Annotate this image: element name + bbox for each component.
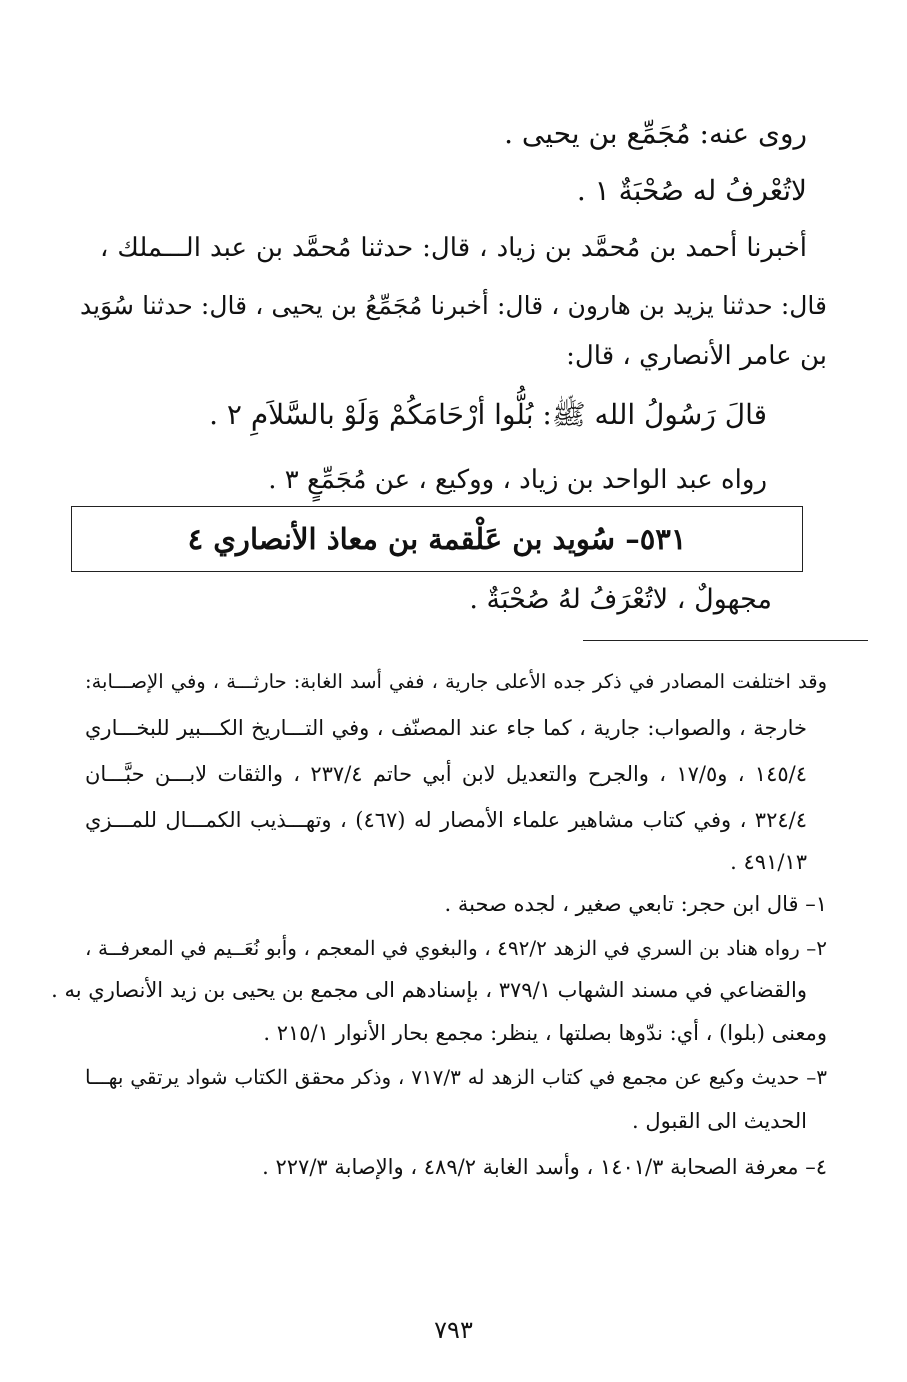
- footnote-line: والقضاعي في مسند الشهاب ٣٧٩/١ ، بإسنادهم الى مجمع بن يحيى بن زيد الأنصاري به .: [51, 978, 807, 1002]
- footnote-1: ١– قال ابن حجر: تابعي صغير ، لجده صحبة .: [444, 892, 827, 916]
- footnote-line: ٤٩١/١٣ .: [730, 850, 807, 874]
- body-line-4: قال: حدثنا يزيد بن هارون ، قال: أخبرنا مُجَمِّعُ بن يحيى ، قال: حدثنا سُوَيد: [80, 291, 827, 320]
- entry-note: مجهولٌ ، لاتُعْرَفُ لهُ صُحْبَةٌ .: [469, 584, 772, 615]
- footnote-4: ٤– معرفة الصحابة ١٤٠١/٣ ، وأسد الغابة ٤٨٩/٢ ، والإصابة ٢٢٧/٣ .: [262, 1155, 827, 1179]
- footnote-3: ٣– حديث وكيع عن مجمع في كتاب الزهد له ٧١٧/٣ ، وذكر محقق الكتاب شواد يرتقي بهـــا: [85, 1065, 827, 1089]
- body-line-7: رواه عبد الواحد بن زياد ، ووكيع ، عن مُجَمِّعٍ ٣ .: [268, 465, 767, 495]
- body-line-3: أخبرنا أحمد بن مُحمَّد بن زياد ، قال: حدثنا مُحمَّد بن عبد الـــملك ،: [100, 233, 807, 263]
- entry-heading: ٥٣١– سُويد بن عَلْقمة بن معاذ الأنصاري ٤: [187, 522, 687, 556]
- footnote-separator: [583, 640, 868, 641]
- body-line-2: لاتُعْرفُ له صُحْبَةٌ ١ .: [576, 174, 807, 207]
- footnote-line: ١٤٥/٤ ، و١٧/٥ ، والجرح والتعديل لابن أبي حاتم ٢٣٧/٤ ، والثقات لابـــن حبَّـــان: [85, 762, 807, 786]
- entry-heading-box: [71, 506, 803, 572]
- body-line-5: بن عامر الأنصاري ، قال:: [566, 341, 827, 371]
- hadith-line: قالَ رَسُولُ الله ﷺ: بُلُّوا أرْحَامَكُمْ وَلَوْ بالسَّلاَمِ ٢ .: [209, 398, 767, 431]
- body-line-1: روى عنه: مُجَمِّع بن يحيى .: [504, 117, 807, 150]
- footnote-line: ٣٢٤/٤ ، وفي كتاب مشاهير علماء الأمصار له (٤٦٧) ، وتهـــذيب الكمـــال للمـــزي: [85, 808, 807, 832]
- footnote-2: ٢– رواه هناد بن السري في الزهد ٤٩٢/٢ ، والبغوي في المعجم ، وأبو نُعَــيم في المعرفــة ،: [85, 936, 827, 960]
- footnote-line: الحديث الى القبول .: [631, 1109, 807, 1133]
- footnote-line: وقد اختلفت المصادر في ذكر جده الأعلى جارية ، ففي أسد الغابة: حارثـــة ، وفي الإصـــابة:: [85, 670, 827, 693]
- footnote-line: خارجة ، والصواب: جارية ، كما جاء عند المصنّف ، وفي التـــاريخ الكـــبير للبخـــاري: [85, 716, 807, 740]
- page-number: ٧٩٣: [434, 1316, 473, 1344]
- footnote-line: ومعنى (بلوا) ، أي: ندّوها بصلتها ، ينظر: مجمع بحار الأنوار ٢١٥/١ .: [263, 1021, 827, 1045]
